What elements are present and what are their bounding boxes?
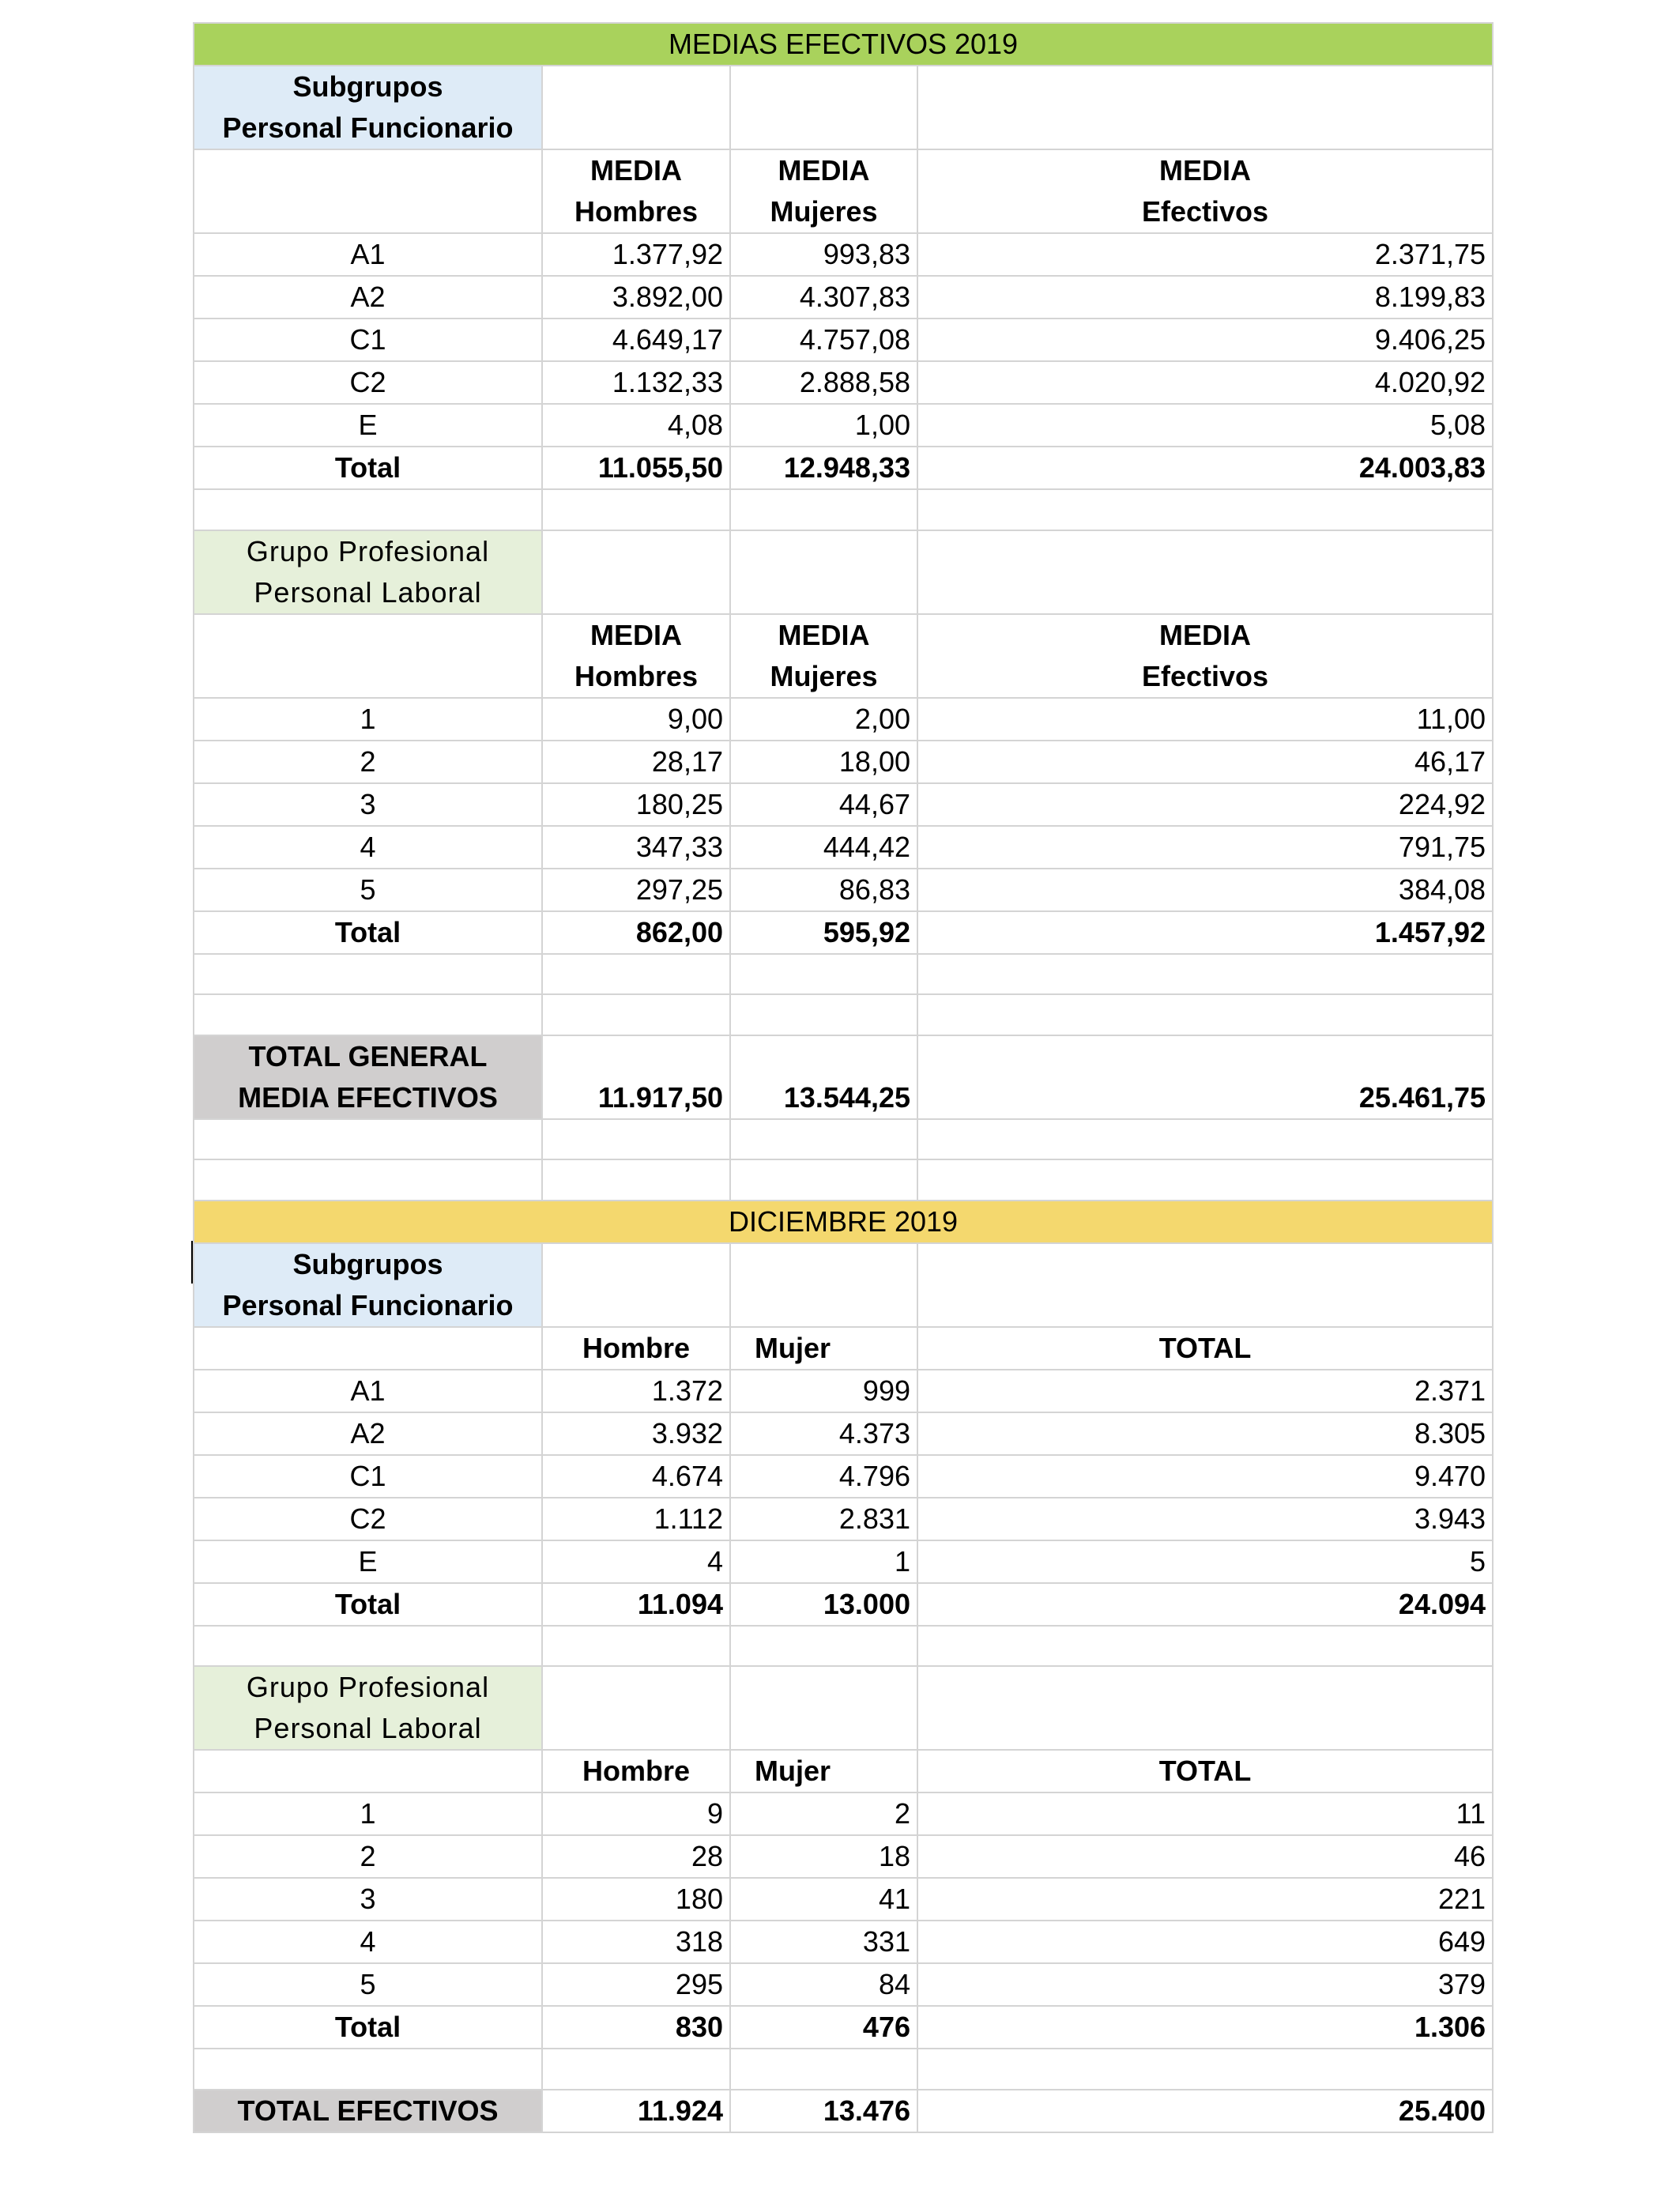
value-mujer[interactable]: 4.796 <box>730 1455 917 1498</box>
empty-cell[interactable] <box>917 1243 1493 1327</box>
empty-cell[interactable] <box>730 1159 917 1201</box>
total-mujer[interactable]: 13.000 <box>730 1583 917 1626</box>
empty-cell[interactable] <box>730 1119 917 1160</box>
value-efectivos[interactable]: 2.371,75 <box>917 233 1493 276</box>
total-general-label-line-1: TOTAL GENERAL <box>248 1039 488 1072</box>
total-efectivos[interactable]: 24.003,83 <box>917 447 1493 489</box>
value-mujeres[interactable]: 2.888,58 <box>730 361 917 404</box>
total-mujeres[interactable]: 595,92 <box>730 911 917 954</box>
empty-cell[interactable] <box>730 2049 917 2090</box>
value-hombres[interactable]: 9,00 <box>542 698 730 741</box>
value-hombre[interactable]: 295 <box>542 1963 730 2006</box>
empty-cell[interactable] <box>730 1666 917 1750</box>
empty-cell[interactable] <box>194 149 542 233</box>
empty-cell[interactable] <box>917 1159 1493 1201</box>
data-row <box>194 404 1493 447</box>
empty-cell[interactable] <box>917 1119 1493 1160</box>
value-hombres[interactable]: 297,25 <box>542 869 730 911</box>
value-hombre[interactable]: 1.372 <box>542 1370 730 1412</box>
empty-cell[interactable] <box>194 954 542 995</box>
value-total[interactable]: 649 <box>917 1921 1493 1963</box>
empty-cell[interactable] <box>194 489 542 530</box>
header-row <box>194 1750 1493 1793</box>
row-label[interactable]: 2 <box>194 741 542 783</box>
empty-row <box>194 1159 1493 1201</box>
data-row <box>194 869 1493 911</box>
general-total-row <box>194 1035 1493 1119</box>
header-media-mujeres-line-1: MEDIA <box>778 154 870 187</box>
header-media-efectivos[interactable] <box>917 614 1493 698</box>
value-efectivos[interactable]: 46,17 <box>917 741 1493 783</box>
header-hombre[interactable]: Hombre <box>542 1750 730 1793</box>
laboral-label-line-2: Personal Laboral <box>254 1712 482 1744</box>
value-mujeres[interactable]: 18,00 <box>730 741 917 783</box>
section-title-diciembre <box>194 1201 1493 1243</box>
value-efectivos[interactable]: 5,08 <box>917 404 1493 447</box>
empty-cell[interactable] <box>542 2049 730 2090</box>
header-media-mujeres-line-1: MEDIA <box>778 618 870 651</box>
value-hombre[interactable]: 28 <box>542 1835 730 1878</box>
value-mujeres[interactable]: 4.757,08 <box>730 319 917 361</box>
header-media-mujeres[interactable] <box>730 149 917 233</box>
header-media-hombres-line-1: MEDIA <box>590 618 682 651</box>
section-title-medias-cell[interactable]: MEDIAS EFECTIVOS 2019 <box>194 23 1493 66</box>
empty-cell[interactable] <box>194 1750 542 1793</box>
row-label[interactable]: A2 <box>194 1412 542 1455</box>
empty-row <box>194 994 1493 1035</box>
total-hombre[interactable]: 11.094 <box>542 1583 730 1626</box>
data-row <box>194 1921 1493 1963</box>
total-total[interactable]: 24.094 <box>917 1583 1493 1626</box>
total-row <box>194 447 1493 489</box>
header-media-hombres-line-1: MEDIA <box>590 154 682 187</box>
value-total[interactable]: 5 <box>917 1540 1493 1583</box>
value-efectivos[interactable]: 4.020,92 <box>917 361 1493 404</box>
header-media-hombres-line-2: Hombres <box>574 659 699 692</box>
total-general-efectivos[interactable]: 25.461,75 <box>917 1035 1493 1119</box>
empty-cell[interactable] <box>194 1327 542 1370</box>
empty-cell[interactable] <box>730 954 917 995</box>
row-label[interactable]: E <box>194 404 542 447</box>
data-row <box>194 783 1493 826</box>
header-media-mujeres-line-2: Mujeres <box>770 659 878 692</box>
laboral-label-line-2: Personal Laboral <box>254 575 482 609</box>
value-total[interactable]: 9.470 <box>917 1455 1493 1498</box>
value-total[interactable]: 3.943 <box>917 1498 1493 1540</box>
row-label[interactable]: 2 <box>194 1835 542 1878</box>
empty-cell[interactable] <box>917 2049 1493 2090</box>
total-total[interactable]: 1.306 <box>917 2006 1493 2049</box>
value-mujer[interactable]: 1 <box>730 1540 917 1583</box>
value-mujer[interactable]: 41 <box>730 1878 917 1921</box>
total-efectivos[interactable]: 1.457,92 <box>917 911 1493 954</box>
laboral-label-line-1: Grupo Profesional <box>246 1671 490 1703</box>
empty-cell[interactable] <box>194 614 542 698</box>
empty-cell[interactable] <box>917 954 1493 995</box>
data-row <box>194 1498 1493 1540</box>
value-hombre[interactable]: 4.674 <box>542 1455 730 1498</box>
value-hombres[interactable]: 4.649,17 <box>542 319 730 361</box>
empty-row <box>194 489 1493 530</box>
row-label[interactable]: 1 <box>194 1793 542 1835</box>
empty-cell[interactable] <box>730 1626 917 1667</box>
value-mujer[interactable]: 84 <box>730 1963 917 2006</box>
row-label[interactable]: 5 <box>194 1963 542 2006</box>
section-title-medias <box>194 23 1493 66</box>
empty-cell[interactable] <box>730 489 917 530</box>
empty-row <box>194 1626 1493 1667</box>
value-hombres[interactable]: 1.132,33 <box>542 361 730 404</box>
empty-row <box>194 2049 1493 2090</box>
value-mujer[interactable]: 18 <box>730 1835 917 1878</box>
empty-cell[interactable] <box>194 994 542 1035</box>
funcionario-row <box>194 66 1493 149</box>
laboral-row <box>194 530 1493 614</box>
row-label[interactable]: 4 <box>194 826 542 869</box>
value-hombres[interactable]: 180,25 <box>542 783 730 826</box>
laboral-label[interactable] <box>194 530 542 614</box>
header-media-mujeres[interactable] <box>730 614 917 698</box>
laboral-label[interactable] <box>194 1666 542 1750</box>
header-total[interactable]: TOTAL <box>917 1327 1493 1370</box>
total-mujer[interactable]: 476 <box>730 2006 917 2049</box>
row-label[interactable]: 5 <box>194 869 542 911</box>
total-label[interactable]: Total <box>194 911 542 954</box>
row-label[interactable]: A2 <box>194 276 542 319</box>
total-efectivos-label[interactable]: TOTAL EFECTIVOS <box>194 2090 542 2132</box>
empty-cell[interactable] <box>542 1159 730 1201</box>
value-hombres[interactable]: 347,33 <box>542 826 730 869</box>
value-efectivos[interactable]: 384,08 <box>917 869 1493 911</box>
header-media-hombres[interactable] <box>542 614 730 698</box>
laboral-label-line-1: Grupo Profesional <box>246 534 490 567</box>
value-mujeres[interactable]: 44,67 <box>730 783 917 826</box>
total-general-mujeres[interactable]: 13.544,25 <box>730 1035 917 1119</box>
data-row <box>194 1878 1493 1921</box>
empty-row <box>194 1119 1493 1160</box>
total-row <box>194 1583 1493 1626</box>
total-hombres[interactable]: 11.055,50 <box>542 447 730 489</box>
header-media-hombres-line-2: Hombres <box>574 195 699 228</box>
value-hombre[interactable]: 180 <box>542 1878 730 1921</box>
value-hombre[interactable]: 1.112 <box>542 1498 730 1540</box>
total-mujeres[interactable]: 12.948,33 <box>730 447 917 489</box>
empty-cell[interactable] <box>917 1626 1493 1667</box>
value-hombre[interactable]: 3.932 <box>542 1412 730 1455</box>
funcionario-label[interactable] <box>194 66 542 149</box>
empty-cell[interactable] <box>730 66 917 149</box>
data-row <box>194 319 1493 361</box>
spreadsheet-table <box>193 22 1494 2133</box>
row-label[interactable]: 3 <box>194 1878 542 1921</box>
spreadsheet-body <box>194 23 1493 2132</box>
empty-cell[interactable] <box>917 994 1493 1035</box>
empty-cell[interactable] <box>542 489 730 530</box>
data-row <box>194 698 1493 741</box>
header-media-efectivos-line-1: MEDIA <box>1159 154 1252 187</box>
empty-cell[interactable] <box>542 66 730 149</box>
empty-cell[interactable] <box>730 530 917 614</box>
data-row <box>194 1963 1493 2006</box>
total-label[interactable]: Total <box>194 447 542 489</box>
data-row <box>194 1793 1493 1835</box>
value-mujer[interactable]: 2 <box>730 1793 917 1835</box>
value-efectivos[interactable]: 791,75 <box>917 826 1493 869</box>
value-hombres[interactable]: 1.377,92 <box>542 233 730 276</box>
header-media-efectivos-line-2: Efectivos <box>1141 659 1269 692</box>
header-hombre[interactable]: Hombre <box>542 1327 730 1370</box>
section-title-diciembre-cell[interactable]: DICIEMBRE 2019 <box>194 1201 1493 1243</box>
empty-cell[interactable] <box>542 1666 730 1750</box>
value-total[interactable]: 8.305 <box>917 1412 1493 1455</box>
total-general-label[interactable] <box>194 1035 542 1119</box>
total-row <box>194 911 1493 954</box>
value-mujeres[interactable]: 4.307,83 <box>730 276 917 319</box>
data-row <box>194 361 1493 404</box>
data-row <box>194 1370 1493 1412</box>
data-row <box>194 1835 1493 1878</box>
value-total[interactable]: 379 <box>917 1963 1493 2006</box>
total-row <box>194 2006 1493 2049</box>
row-label[interactable]: A1 <box>194 1370 542 1412</box>
value-efectivos[interactable]: 11,00 <box>917 698 1493 741</box>
value-hombre[interactable]: 9 <box>542 1793 730 1835</box>
value-total[interactable]: 46 <box>917 1835 1493 1878</box>
empty-cell[interactable] <box>542 1243 730 1327</box>
value-total[interactable]: 11 <box>917 1793 1493 1835</box>
empty-cell[interactable] <box>542 1626 730 1667</box>
value-efectivos[interactable]: 224,92 <box>917 783 1493 826</box>
total-hombres[interactable]: 862,00 <box>542 911 730 954</box>
value-mujeres[interactable]: 86,83 <box>730 869 917 911</box>
empty-cell[interactable] <box>730 994 917 1035</box>
empty-cell[interactable] <box>542 530 730 614</box>
value-mujeres[interactable]: 993,83 <box>730 233 917 276</box>
value-mujer[interactable]: 2.831 <box>730 1498 917 1540</box>
total-efectivos-row <box>194 2090 1493 2132</box>
data-row <box>194 826 1493 869</box>
empty-cell[interactable] <box>542 954 730 995</box>
data-row <box>194 1455 1493 1498</box>
empty-cell[interactable] <box>730 1243 917 1327</box>
value-mujer[interactable]: 331 <box>730 1921 917 1963</box>
value-total[interactable]: 2.371 <box>917 1370 1493 1412</box>
header-media-mujeres-line-2: Mujeres <box>770 195 878 228</box>
row-label[interactable]: 3 <box>194 783 542 826</box>
row-label[interactable]: 4 <box>194 1921 542 1963</box>
value-hombres[interactable]: 28,17 <box>542 741 730 783</box>
total-efectivos-mujer[interactable]: 13.476 <box>730 2090 917 2132</box>
empty-cell[interactable] <box>542 994 730 1035</box>
row-label[interactable]: A1 <box>194 233 542 276</box>
value-efectivos[interactable]: 9.406,25 <box>917 319 1493 361</box>
total-hombre[interactable]: 830 <box>542 2006 730 2049</box>
header-media-efectivos[interactable] <box>917 149 1493 233</box>
empty-cell[interactable] <box>917 1666 1493 1750</box>
header-media-efectivos-line-2: Efectivos <box>1141 195 1269 228</box>
data-row <box>194 1412 1493 1455</box>
header-total[interactable]: TOTAL <box>917 1750 1493 1793</box>
value-mujer[interactable]: 4.373 <box>730 1412 917 1455</box>
funcionario-label-line-2: Personal Funcionario <box>222 1288 514 1321</box>
media-header-row <box>194 614 1493 698</box>
funcionario-label-line-2: Personal Funcionario <box>222 111 514 144</box>
row-label[interactable]: 1 <box>194 698 542 741</box>
value-mujeres[interactable]: 1,00 <box>730 404 917 447</box>
row-label[interactable]: E <box>194 1540 542 1583</box>
data-row <box>194 233 1493 276</box>
empty-cell[interactable] <box>194 1159 542 1201</box>
empty-cell[interactable] <box>194 1119 542 1160</box>
header-mujer[interactable]: Mujer <box>730 1750 917 1793</box>
total-general-hombres[interactable]: 11.917,50 <box>542 1035 730 1119</box>
empty-cell[interactable] <box>917 66 1493 149</box>
empty-cell[interactable] <box>542 1119 730 1160</box>
total-efectivos-hombre[interactable]: 11.924 <box>542 2090 730 2132</box>
value-efectivos[interactable]: 8.199,83 <box>917 276 1493 319</box>
funcionario-label-line-1: Subgrupos <box>292 1247 443 1280</box>
header-row <box>194 1327 1493 1370</box>
value-hombres[interactable]: 4,08 <box>542 404 730 447</box>
row-label[interactable]: C1 <box>194 1455 542 1498</box>
empty-cell[interactable] <box>194 2049 542 2090</box>
funcionario-row <box>194 1243 1493 1327</box>
total-label[interactable]: Total <box>194 1583 542 1626</box>
funcionario-label[interactable] <box>194 1243 542 1327</box>
value-mujer[interactable]: 999 <box>730 1370 917 1412</box>
empty-cell[interactable] <box>194 1626 542 1667</box>
data-row <box>194 1540 1493 1583</box>
header-mujer[interactable]: Mujer <box>730 1327 917 1370</box>
total-label[interactable]: Total <box>194 2006 542 2049</box>
header-media-efectivos-line-1: MEDIA <box>1159 618 1252 651</box>
total-efectivos-total[interactable]: 25.400 <box>917 2090 1493 2132</box>
value-mujeres[interactable]: 444,42 <box>730 826 917 869</box>
row-label[interactable]: C2 <box>194 1498 542 1540</box>
empty-cell[interactable] <box>917 489 1493 530</box>
data-row <box>194 276 1493 319</box>
row-label[interactable]: C1 <box>194 319 542 361</box>
empty-cell[interactable] <box>917 530 1493 614</box>
value-hombres[interactable]: 3.892,00 <box>542 276 730 319</box>
header-media-hombres[interactable] <box>542 149 730 233</box>
row-label[interactable]: C2 <box>194 361 542 404</box>
data-row <box>194 741 1493 783</box>
empty-row <box>194 954 1493 995</box>
funcionario-label-line-1: Subgrupos <box>292 70 443 103</box>
laboral-row <box>194 1666 1493 1750</box>
value-mujeres[interactable]: 2,00 <box>730 698 917 741</box>
total-general-label-line-2: MEDIA EFECTIVOS <box>238 1080 498 1114</box>
value-hombre[interactable]: 318 <box>542 1921 730 1963</box>
value-total[interactable]: 221 <box>917 1878 1493 1921</box>
value-hombre[interactable]: 4 <box>542 1540 730 1583</box>
media-header-row <box>194 149 1493 233</box>
